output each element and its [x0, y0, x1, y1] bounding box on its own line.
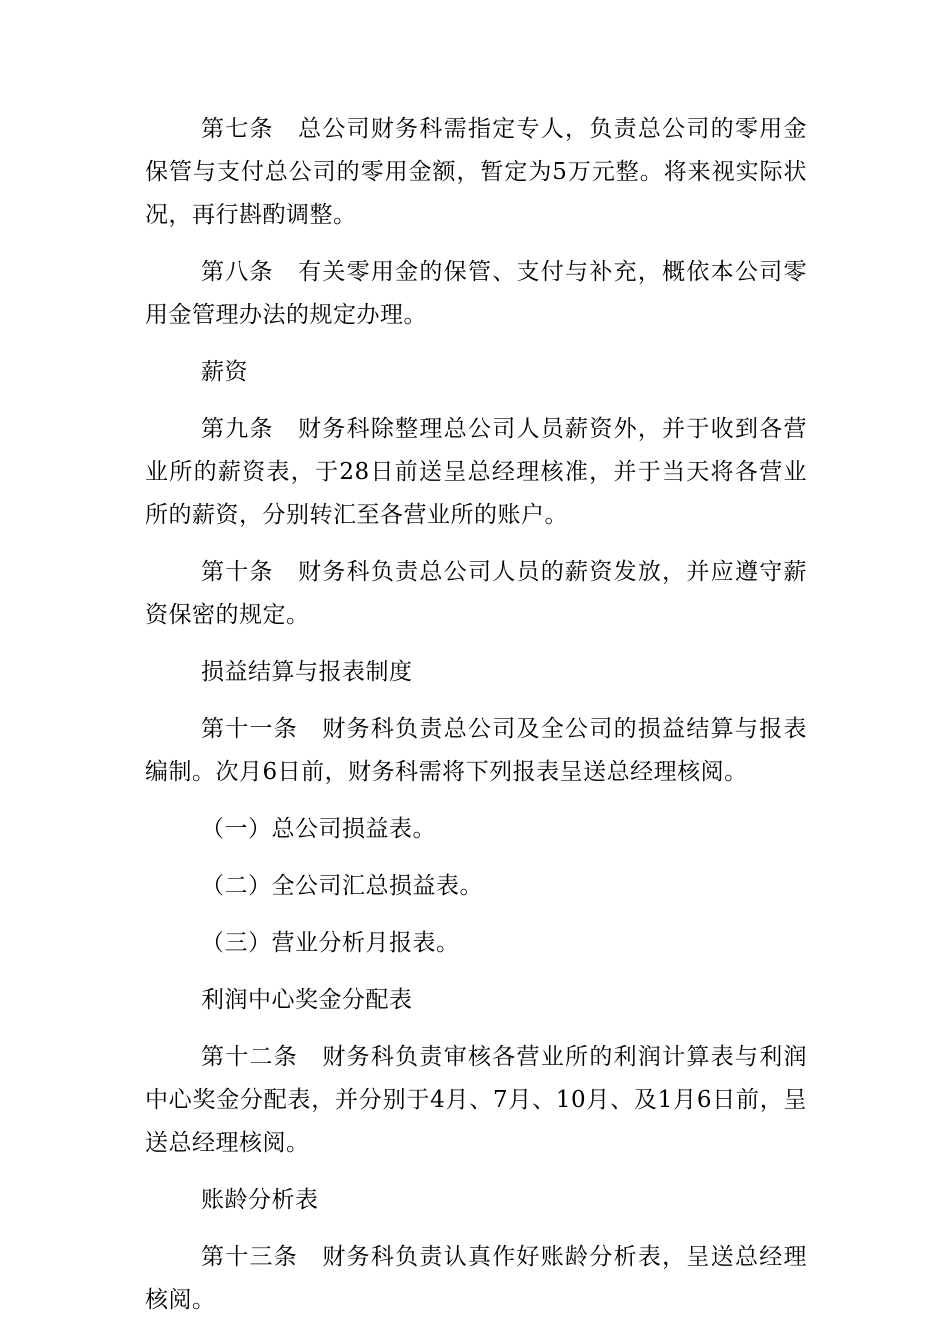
- article-7: 第七条 总公司财务科需指定专人，负责总公司的零用金保管与支付总公司的零用金额，暂定为5万元整。将来视实际状况，再行斟酌调整。: [145, 116, 807, 228]
- section-heading-bonus: 利润中心奖金分配表: [201, 987, 413, 1013]
- section-heading-aging: 账龄分析表: [201, 1187, 319, 1213]
- article-12: 第十二条 财务科负责审核各营业所的利润计算表与利润中心奖金分配表，并分别于4月、7月、10月、及1月6日前，呈送总经理核阅。: [145, 1044, 807, 1156]
- list-item-2: （二）全公司汇总损益表。: [201, 873, 483, 899]
- article-10: 第十条 财务科负责总公司人员的薪资发放，并应遵守薪资保密的规定。: [145, 559, 807, 628]
- article-11: 第十一条 财务科负责总公司及全公司的损益结算与报表编制。次月6日前，财务科需将下列报表呈送总经理核阅。: [145, 716, 807, 785]
- list-item-1: （一）总公司损益表。: [201, 816, 436, 842]
- list-item-3: （三）营业分析月报表。: [201, 930, 460, 956]
- section-heading-salary: 薪资: [201, 359, 248, 385]
- document-page: [145, 108, 807, 1336]
- section-heading-pnl: 损益结算与报表制度: [201, 659, 413, 685]
- article-13: 第十三条 财务科负责认真作好账龄分析表，呈送总经理核阅。: [145, 1244, 807, 1313]
- article-9: 第九条 财务科除整理总公司人员薪资外，并于收到各营业所的薪资表，于28日前送呈总经理核准，并于当天将各营业所的薪资，分别转汇至各营业所的账户。: [145, 416, 807, 528]
- article-8: 第八条 有关零用金的保管、支付与补充，概依本公司零用金管理办法的规定办理。: [145, 259, 807, 328]
